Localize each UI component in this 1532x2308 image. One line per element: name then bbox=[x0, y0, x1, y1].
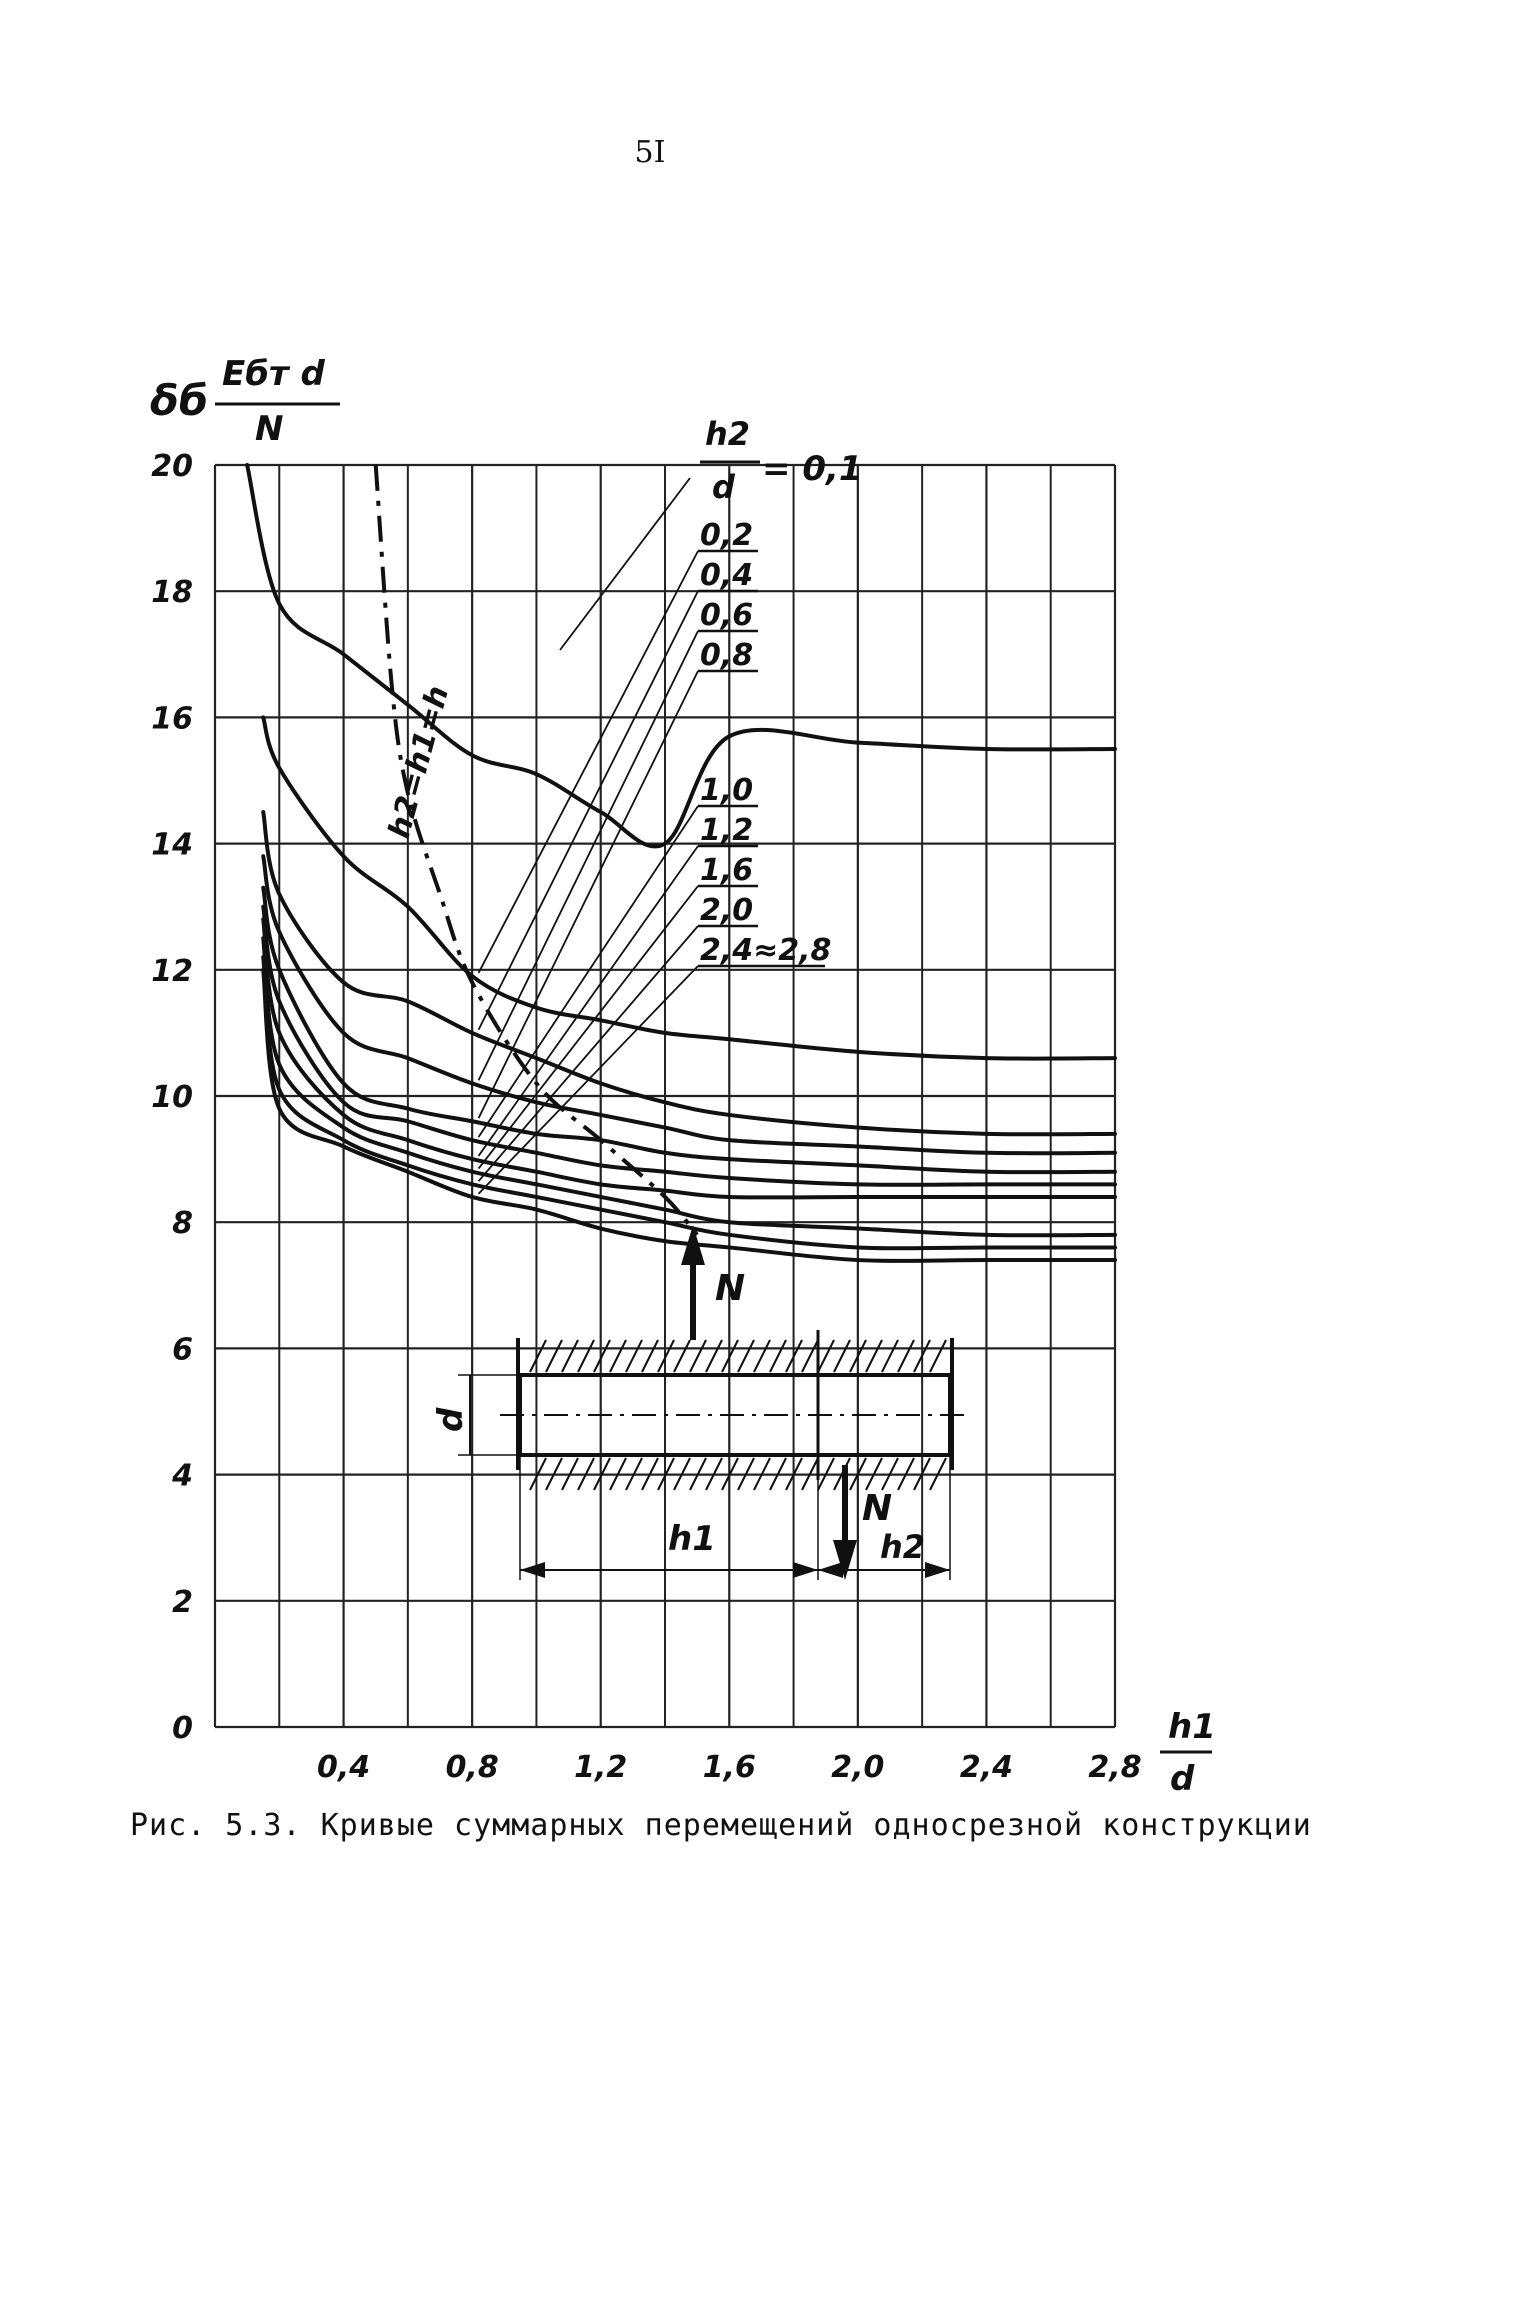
series-label: 1,6 bbox=[700, 853, 754, 888]
y-tick-label: 10 bbox=[151, 1080, 193, 1115]
y-tick-label: 14 bbox=[151, 827, 193, 863]
hatch-line bbox=[770, 1340, 786, 1372]
x-tick-label: 2,0 bbox=[831, 1750, 885, 1785]
hatch-line bbox=[642, 1340, 658, 1372]
x-axis-numerator: h1 bbox=[1168, 1707, 1216, 1747]
series-label: 2,4≈2,8 bbox=[700, 933, 832, 968]
x-tick-label: 0,4 bbox=[316, 1750, 371, 1785]
family-param-denominator: d bbox=[712, 468, 735, 506]
hatch-line bbox=[818, 1340, 834, 1372]
series-label: 1,0 bbox=[700, 773, 754, 808]
hatch-line bbox=[530, 1340, 546, 1372]
force-label-bottom: N bbox=[862, 1488, 893, 1529]
series-line-1 bbox=[247, 465, 1115, 846]
x-tick-label: 0,8 bbox=[445, 1750, 499, 1785]
y-tick-label: 16 bbox=[151, 701, 193, 737]
y-tick-label: 4 bbox=[172, 1458, 193, 1494]
y-tick-label: 0 bbox=[172, 1711, 193, 1746]
y-tick-label: 12 bbox=[151, 953, 193, 989]
hatch-line bbox=[882, 1340, 898, 1372]
y-tick-label: 18 bbox=[151, 575, 193, 611]
family-parameter-label bbox=[700, 415, 863, 506]
grid bbox=[215, 465, 1115, 1727]
series-label: 0,8 bbox=[700, 638, 754, 673]
hatch-line bbox=[674, 1340, 690, 1372]
x-tick-label: 2,4 bbox=[959, 1750, 1014, 1785]
hatch-line bbox=[754, 1340, 770, 1372]
y-axis-denominator: N bbox=[255, 409, 284, 449]
page-number: 5I bbox=[634, 135, 666, 170]
y-axis-numerator: Eбт d bbox=[222, 354, 325, 394]
hatch-line bbox=[578, 1340, 594, 1372]
hatch-line bbox=[690, 1340, 706, 1372]
hatch-line bbox=[546, 1340, 562, 1372]
y-axis-label bbox=[150, 354, 340, 449]
force-label-top: N bbox=[715, 1268, 746, 1309]
family-param-first-value: = 0,1 bbox=[762, 449, 863, 489]
hatch-line bbox=[626, 1340, 642, 1372]
hatch-line bbox=[866, 1340, 882, 1372]
hatch-line bbox=[802, 1340, 818, 1372]
y-axis-symbol: δб bbox=[150, 376, 209, 425]
series-label: 0,6 bbox=[700, 598, 754, 633]
series-label: 1,2 bbox=[700, 813, 754, 848]
figure-caption: Рис. 5.3. Кривые суммарных перемещений односрезной конструкции bbox=[130, 1808, 1312, 1843]
family-param-numerator: h2 bbox=[705, 415, 751, 453]
series-label: 2,0 bbox=[700, 893, 754, 928]
h1-label: h1 bbox=[668, 1519, 716, 1559]
leader-line bbox=[560, 478, 690, 650]
x-tick-label: 2,8 bbox=[1088, 1750, 1142, 1785]
series-label: 0,4 bbox=[700, 558, 754, 593]
series-label: 0,2 bbox=[700, 518, 754, 553]
y-tick-label: 6 bbox=[172, 1332, 193, 1368]
x-axis-label bbox=[1160, 1707, 1216, 1799]
d-label: d bbox=[431, 1407, 471, 1432]
h2-label: h2 bbox=[880, 1528, 926, 1566]
hatch-line bbox=[898, 1340, 914, 1372]
hatch-line bbox=[562, 1340, 578, 1372]
hatch-line bbox=[834, 1340, 850, 1372]
hatch-line bbox=[738, 1340, 754, 1372]
hatch-line bbox=[610, 1340, 626, 1372]
hatch-line bbox=[594, 1340, 610, 1372]
x-tick-label: 1,6 bbox=[702, 1750, 756, 1785]
y-tick-label: 2 bbox=[172, 1584, 193, 1620]
hatch-line bbox=[930, 1340, 946, 1372]
hatch-line bbox=[706, 1340, 722, 1372]
y-tick-label: 20 bbox=[151, 449, 193, 484]
y-tick-label: 8 bbox=[172, 1206, 193, 1242]
x-axis-denominator: d bbox=[1170, 1759, 1195, 1799]
x-tick-label: 1,2 bbox=[574, 1750, 628, 1785]
limit-curve-label: h2=h1=h bbox=[381, 682, 457, 843]
